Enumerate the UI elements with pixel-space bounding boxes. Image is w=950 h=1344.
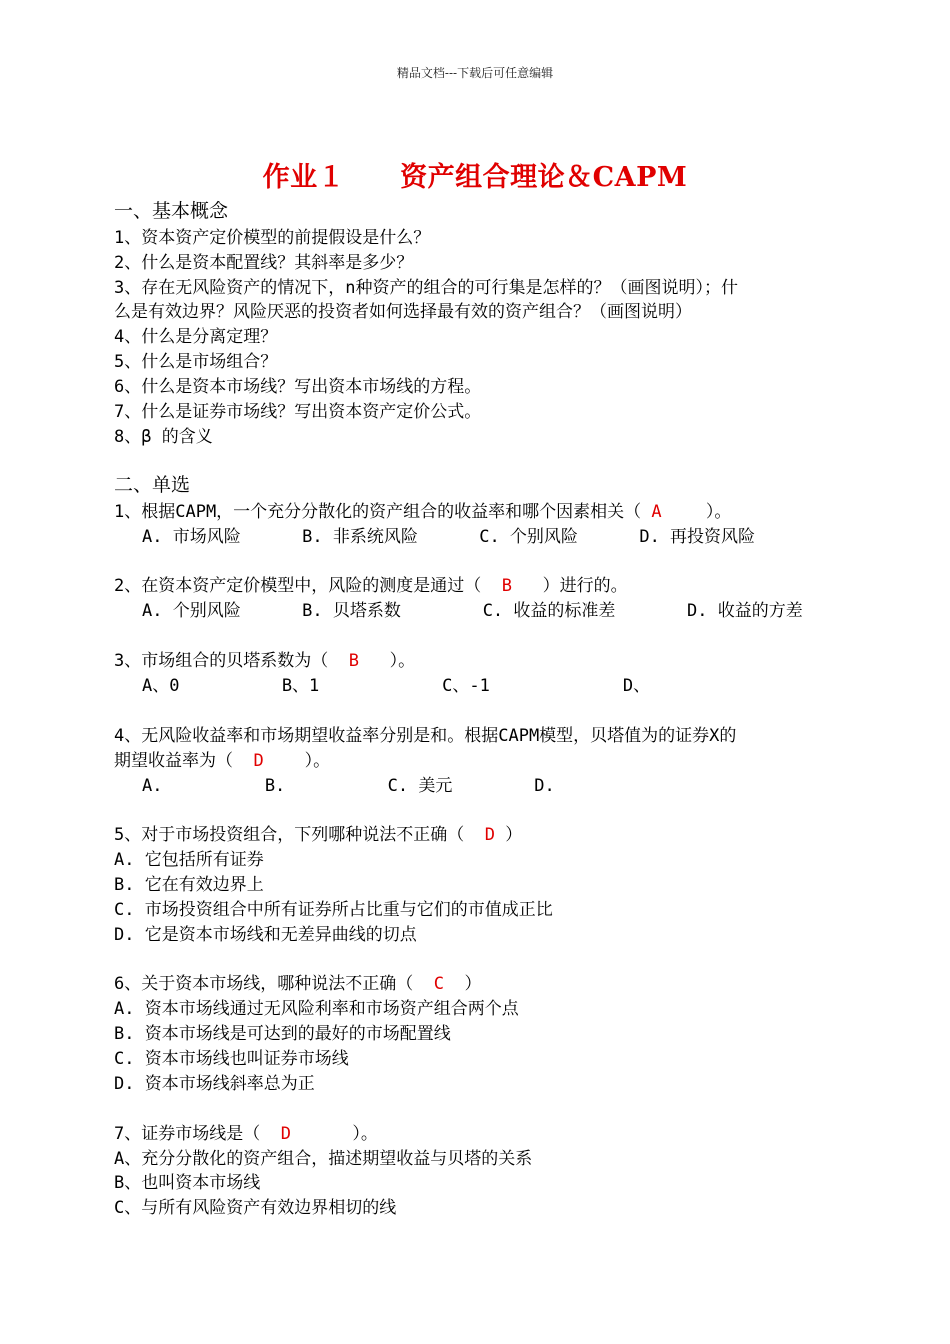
question-1-options: A. 市场风险 B. 非系统风险 C. 个别风险 D. 再投资风险: [142, 527, 756, 547]
document-title: 作业１ 资产组合理论＆CAPM: [262, 162, 688, 193]
question-2: [114, 575, 628, 597]
answer-mark: D: [280, 1124, 291, 1144]
question-text: 6、关于资本市场线，哪种说法不正确（: [114, 974, 434, 994]
option-item: C. 市场投资组合中所有证券所占比重与它们的市值成正比: [114, 900, 553, 920]
answer-mark: D: [484, 825, 495, 845]
concept-item: 么是有效边界？风险厌恶的投资者如何选择最有效的资产组合？（画图说明）: [114, 302, 692, 322]
question-text-end: ）: [443, 974, 482, 994]
question-text-end: ）。: [263, 751, 331, 771]
section-heading-basic-concepts: 一、基本概念: [114, 200, 229, 222]
concept-item: 1、资本资产定价模型的前提假设是什么？: [114, 228, 431, 248]
question-text: 1、根据CAPM，一个充分分散化的资产组合的收益率和哪个因素相关（: [114, 502, 652, 522]
option-item: C. 资本市场线也叫证券市场线: [114, 1049, 349, 1069]
question-4-line-1: 4、无风险收益率和市场期望收益率分别是和。根据CAPM模型，贝塔值为的证券X的: [114, 726, 737, 746]
question-5: [114, 824, 522, 846]
option-item: B. 它在有效边界上: [114, 875, 264, 895]
page-header: 精品文档---下载后可任意编辑: [396, 66, 554, 80]
option-item: B. 资本市场线是可达到的最好的市场配置线: [114, 1024, 451, 1044]
question-6: [114, 973, 481, 995]
option-item: D. 资本市场线斜率总为正: [114, 1074, 315, 1094]
section-heading-single-choice: 二、单选: [114, 474, 191, 496]
question-text-end: ）。: [661, 502, 732, 522]
option-item: A、充分分散化的资产组合，描述期望收益与贝塔的关系: [114, 1149, 533, 1169]
question-3: [114, 650, 415, 672]
question-text-end: ）。: [290, 1124, 378, 1144]
question-text: 5、对于市场投资组合，下列哪种说法不正确（: [114, 825, 485, 845]
answer-mark: C: [433, 974, 444, 994]
concept-item: 4、什么是分离定理？: [114, 327, 278, 347]
option-item: C、与所有风险资产有效边界相切的线: [114, 1198, 397, 1218]
answer-mark: B: [348, 651, 359, 671]
concept-item: 2、什么是资本配置线？其斜率是多少？: [114, 253, 414, 273]
answer-mark: A: [651, 502, 662, 522]
concept-item: 5、什么是市场组合？: [114, 352, 278, 372]
question-7: [114, 1123, 378, 1145]
question-text: 3、市场组合的贝塔系数为（: [114, 651, 349, 671]
question-4-options: A. B. C. 美元 D.: [142, 776, 555, 796]
concept-item: 8、β 的含义: [114, 427, 213, 447]
question-text-end: ）。: [358, 651, 416, 671]
question-3-options: A、0 B、1 C、-1 D、: [142, 676, 651, 696]
concept-item: 3、存在无风险资产的情况下，n种资产的组合的可行集是怎样的？（画图说明）；什: [114, 278, 738, 298]
question-2-options: A. 个别风险 B. 贝塔系数 C. 收益的标准差 D. 收益的方差: [142, 601, 803, 621]
question-text-end: ）进行的。: [511, 576, 628, 596]
question-text: 2、在资本资产定价模型中，风险的测度是通过（: [114, 576, 502, 596]
option-item: A. 它包括所有证券: [114, 850, 264, 870]
question-1: [114, 501, 731, 523]
answer-mark: D: [253, 751, 264, 771]
question-text-end: ）: [494, 825, 523, 845]
concept-item: 6、什么是资本市场线？写出资本市场线的方程。: [114, 377, 482, 397]
question-text: 期望收益率为（: [114, 751, 254, 771]
option-item: D. 它是资本市场线和无差异曲线的切点: [114, 925, 417, 945]
option-item: A. 资本市场线通过无风险利率和市场资产组合两个点: [114, 999, 519, 1019]
answer-mark: B: [501, 576, 512, 596]
concept-item: 7、什么是证券市场线？写出资本资产定价公式。: [114, 402, 482, 422]
option-item: B、也叫资本市场线: [114, 1173, 261, 1193]
question-4: [114, 750, 330, 772]
question-text: 7、证券市场线是（: [114, 1124, 281, 1144]
